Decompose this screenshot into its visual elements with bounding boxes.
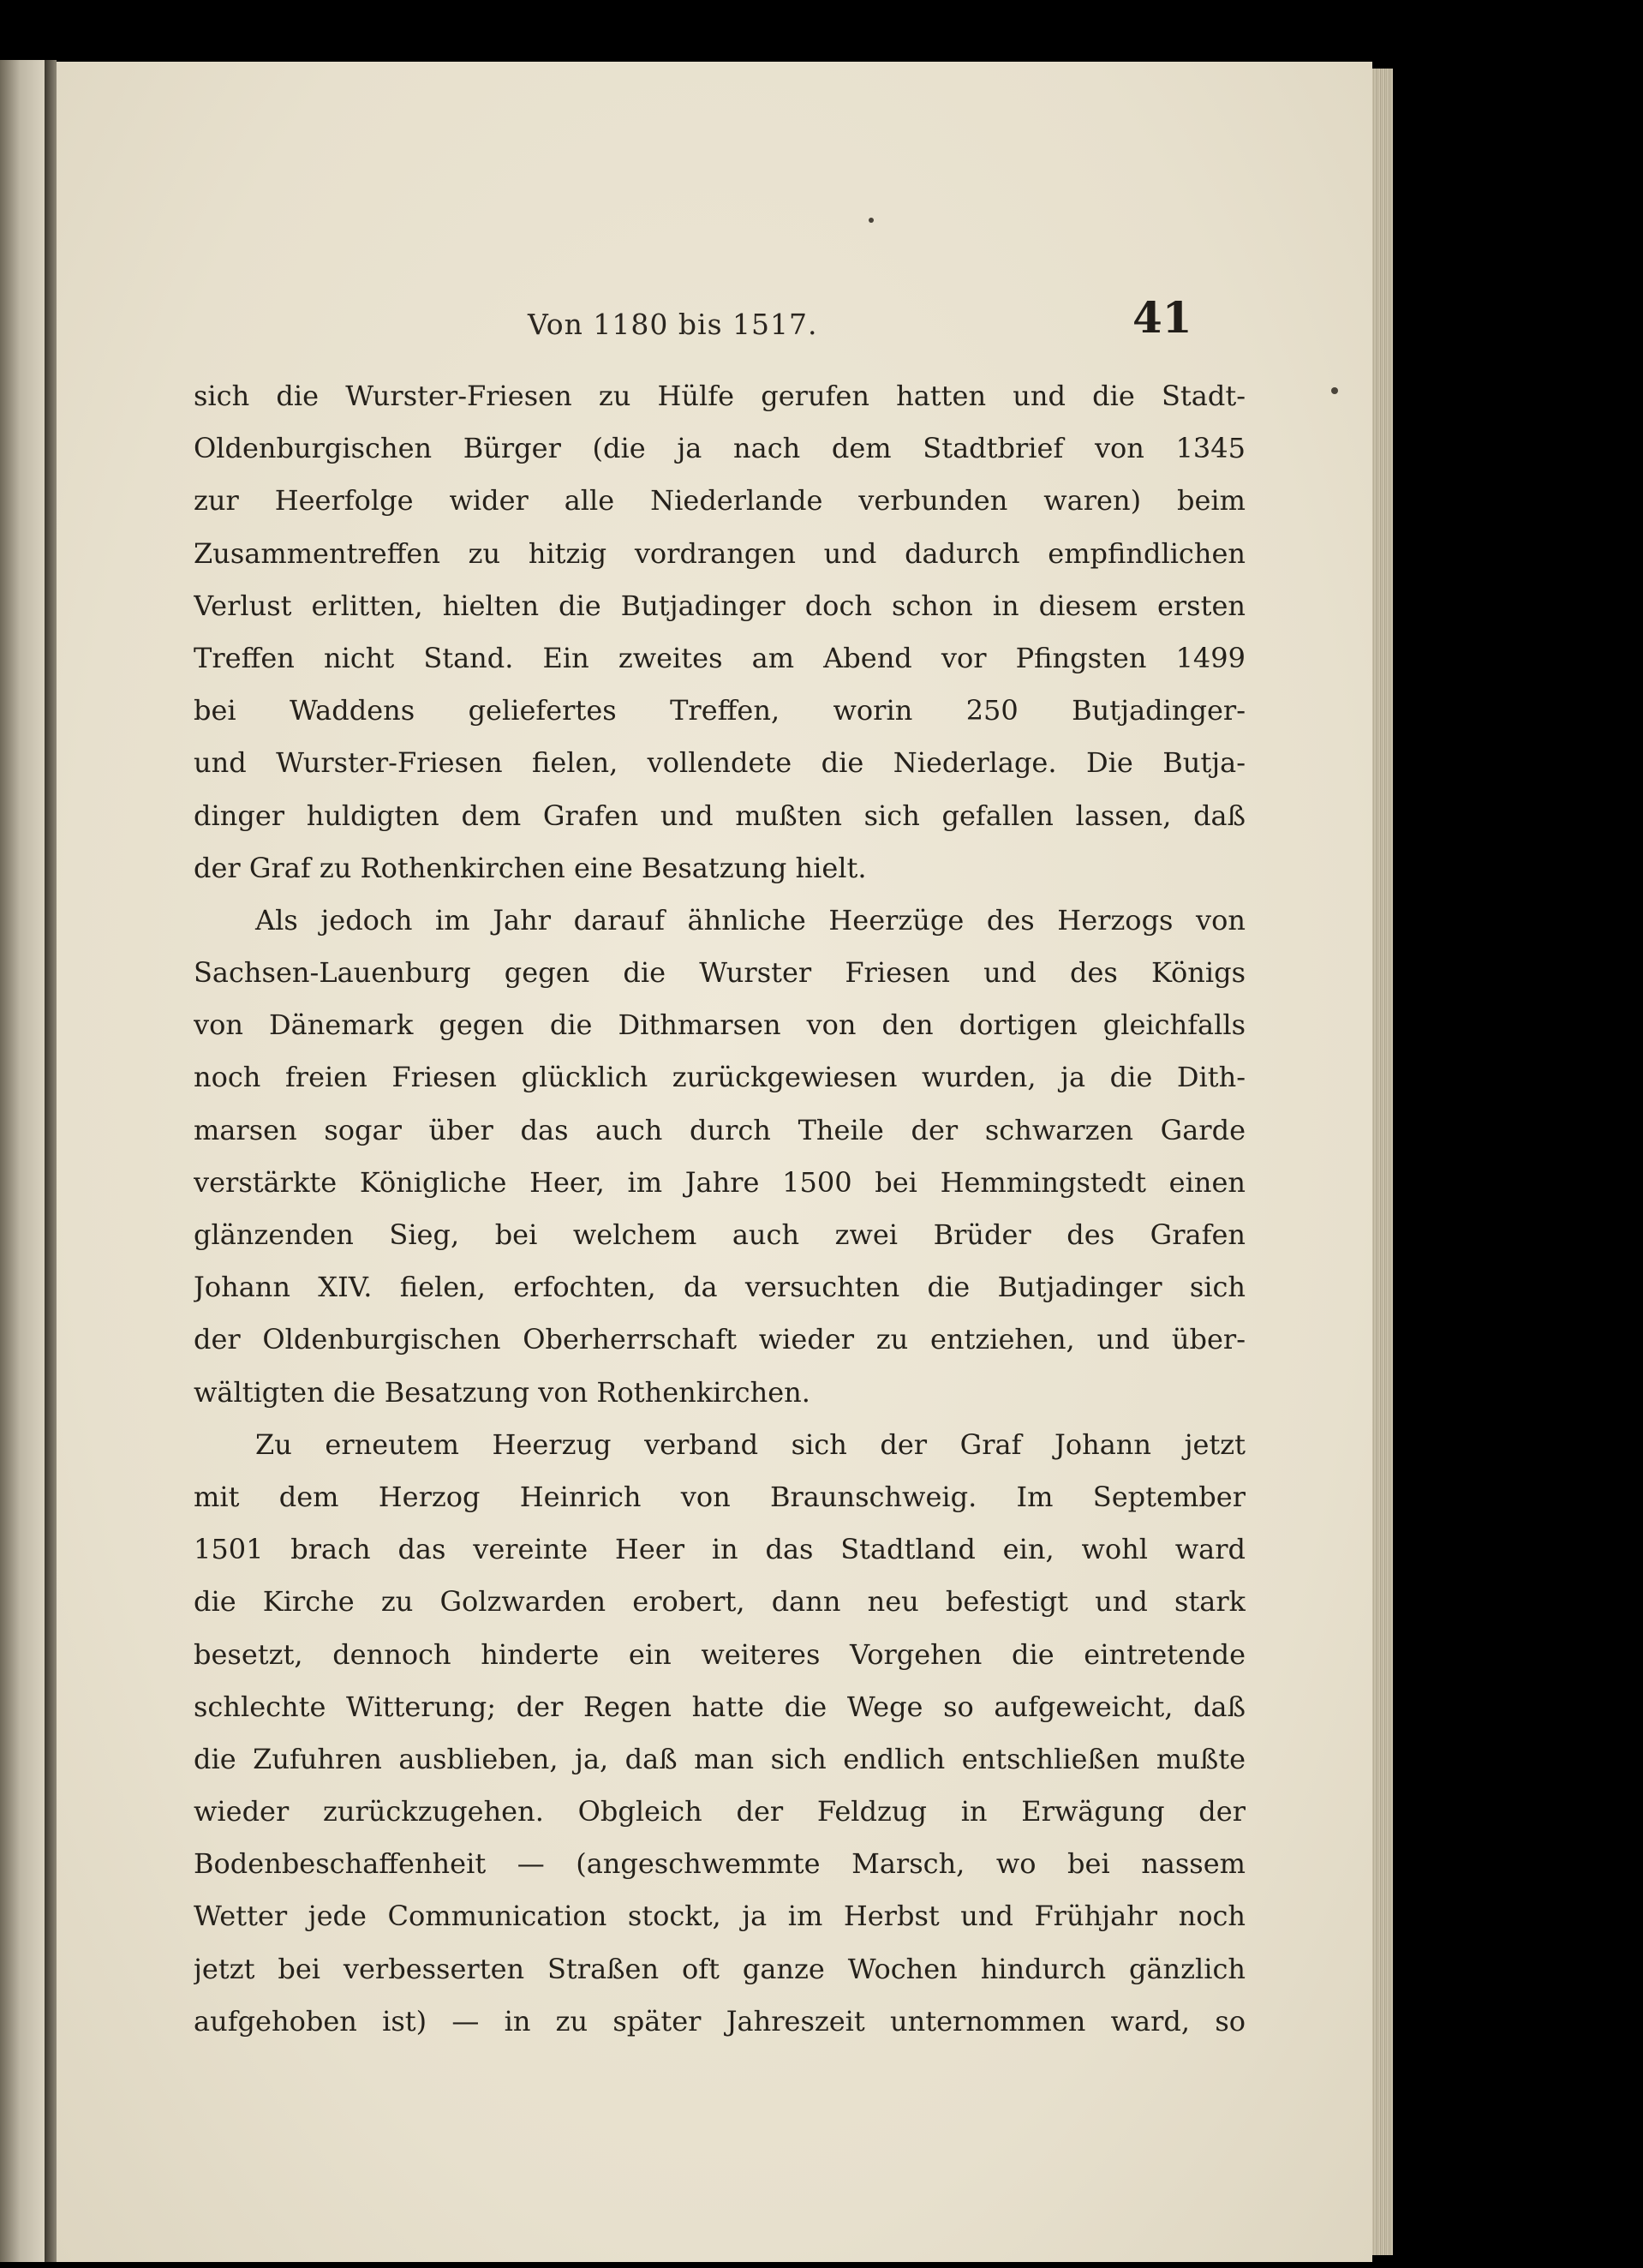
text-line: wältigten die Besatzung von Rothenkirchen. (194, 1375, 810, 1409)
book-gutter (45, 60, 57, 2262)
text-line: zur Heerfolge wider alle Niederlande verbunden waren) beim (194, 484, 1246, 518)
text-line: jetzt bei verbesserten Straßen oft ganze Wochen hindurch gänzlich (194, 1952, 1246, 1985)
text-line: die Kirche zu Golzwarden erobert, dann neu befestigt und stark (194, 1585, 1246, 1619)
ink-speck (869, 218, 874, 223)
text-line: von Dänemark gegen die Dithmarsen von den dortigen gleichfalls (194, 1008, 1246, 1042)
body-text (194, 370, 1246, 2048)
text-line: besetzt, dennoch hinderte ein weiteres Vorgehen die eintretende (194, 1637, 1246, 1671)
text-line: Als jedoch im Jahr darauf ähnliche Heerzüge des Herzogs von (255, 903, 1246, 937)
text-line: und Wurster-Friesen fielen, vollendete die Niederlage. Die Butja- (194, 746, 1246, 780)
running-title: Von 1180 bis 1517. (528, 308, 818, 341)
text-line: die Zufuhren ausblieben, ja, daß man sich endlich entschließen mußte (194, 1742, 1246, 1775)
text-line: Sachsen-Lauenburg gegen die Wurster Friesen und des Königs (194, 956, 1246, 990)
page-stack-edge (1372, 69, 1393, 2255)
text-line: der Oldenburgischen Oberherrschaft wieder zu entziehen, und über- (194, 1323, 1246, 1356)
text-line: Verlust erlitten, hielten die Butjadinger doch schon in diesem ersten (194, 589, 1246, 622)
text-line: Treffen nicht Stand. Ein zweites am Abend vor Pfingsten 1499 (194, 641, 1246, 674)
text-line: Wetter jede Communication stockt, ja im Herbst und Frühjahr noch (194, 1900, 1246, 1933)
text-line: Oldenburgischen Bürger (die ja nach dem Stadtbrief von 1345 (194, 432, 1246, 465)
book-page (57, 62, 1372, 2262)
text-line: wieder zurückzugehen. Obgleich der Feldzug in Erwägung der (194, 1795, 1246, 1828)
running-head (57, 292, 1372, 350)
text-line: Bodenbeschaffenheit — (angeschwemmte Marsch, wo bei nassem (194, 1847, 1246, 1881)
text-line: Zusammentreffen zu hitzig vordrangen und dadurch empfindlichen (194, 536, 1246, 570)
text-line: mit dem Herzog Heinrich von Braunschweig. Im September (194, 1480, 1246, 1513)
text-line: dinger huldigten dem Grafen und mußten sich gefallen lassen, daß (194, 799, 1246, 832)
text-line: Johann XIV. fielen, erfochten, da versuchten die Butjadinger sich (194, 1271, 1246, 1304)
text-line: noch freien Friesen glücklich zurückgewiesen wurden, ja die Dith- (194, 1061, 1246, 1094)
text-line: marsen sogar über das auch durch Theile der schwarzen Garde (194, 1113, 1246, 1146)
text-line: schlechte Witterung; der Regen hatte die Wege so aufgeweicht, daß (194, 1690, 1246, 1723)
page-number: 41 (1132, 292, 1192, 343)
text-line: verstärkte Königliche Heer, im Jahre 1500 bei Hemmingstedt einen (194, 1165, 1246, 1199)
text-line: Zu erneutem Heerzug verband sich der Graf Johann jetzt (255, 1427, 1246, 1461)
facing-page-edge (0, 60, 45, 2262)
text-line: glänzenden Sieg, bei welchem auch zwei Brüder des Grafen (194, 1218, 1246, 1251)
text-line: 1501 brach das vereinte Heer in das Stadtland ein, wohl ward (194, 1533, 1246, 1566)
text-line: aufgehoben ist) — in zu später Jahreszeit unternommen ward, so (194, 2004, 1246, 2038)
text-line: bei Waddens geliefertes Treffen, worin 250 Butjadinger- (194, 694, 1246, 727)
ink-speck (1331, 387, 1338, 394)
text-line: der Graf zu Rothenkirchen eine Besatzung hielt. (194, 851, 867, 884)
text-line: sich die Wurster-Friesen zu Hülfe gerufen hatten und die Stadt- (194, 380, 1246, 412)
